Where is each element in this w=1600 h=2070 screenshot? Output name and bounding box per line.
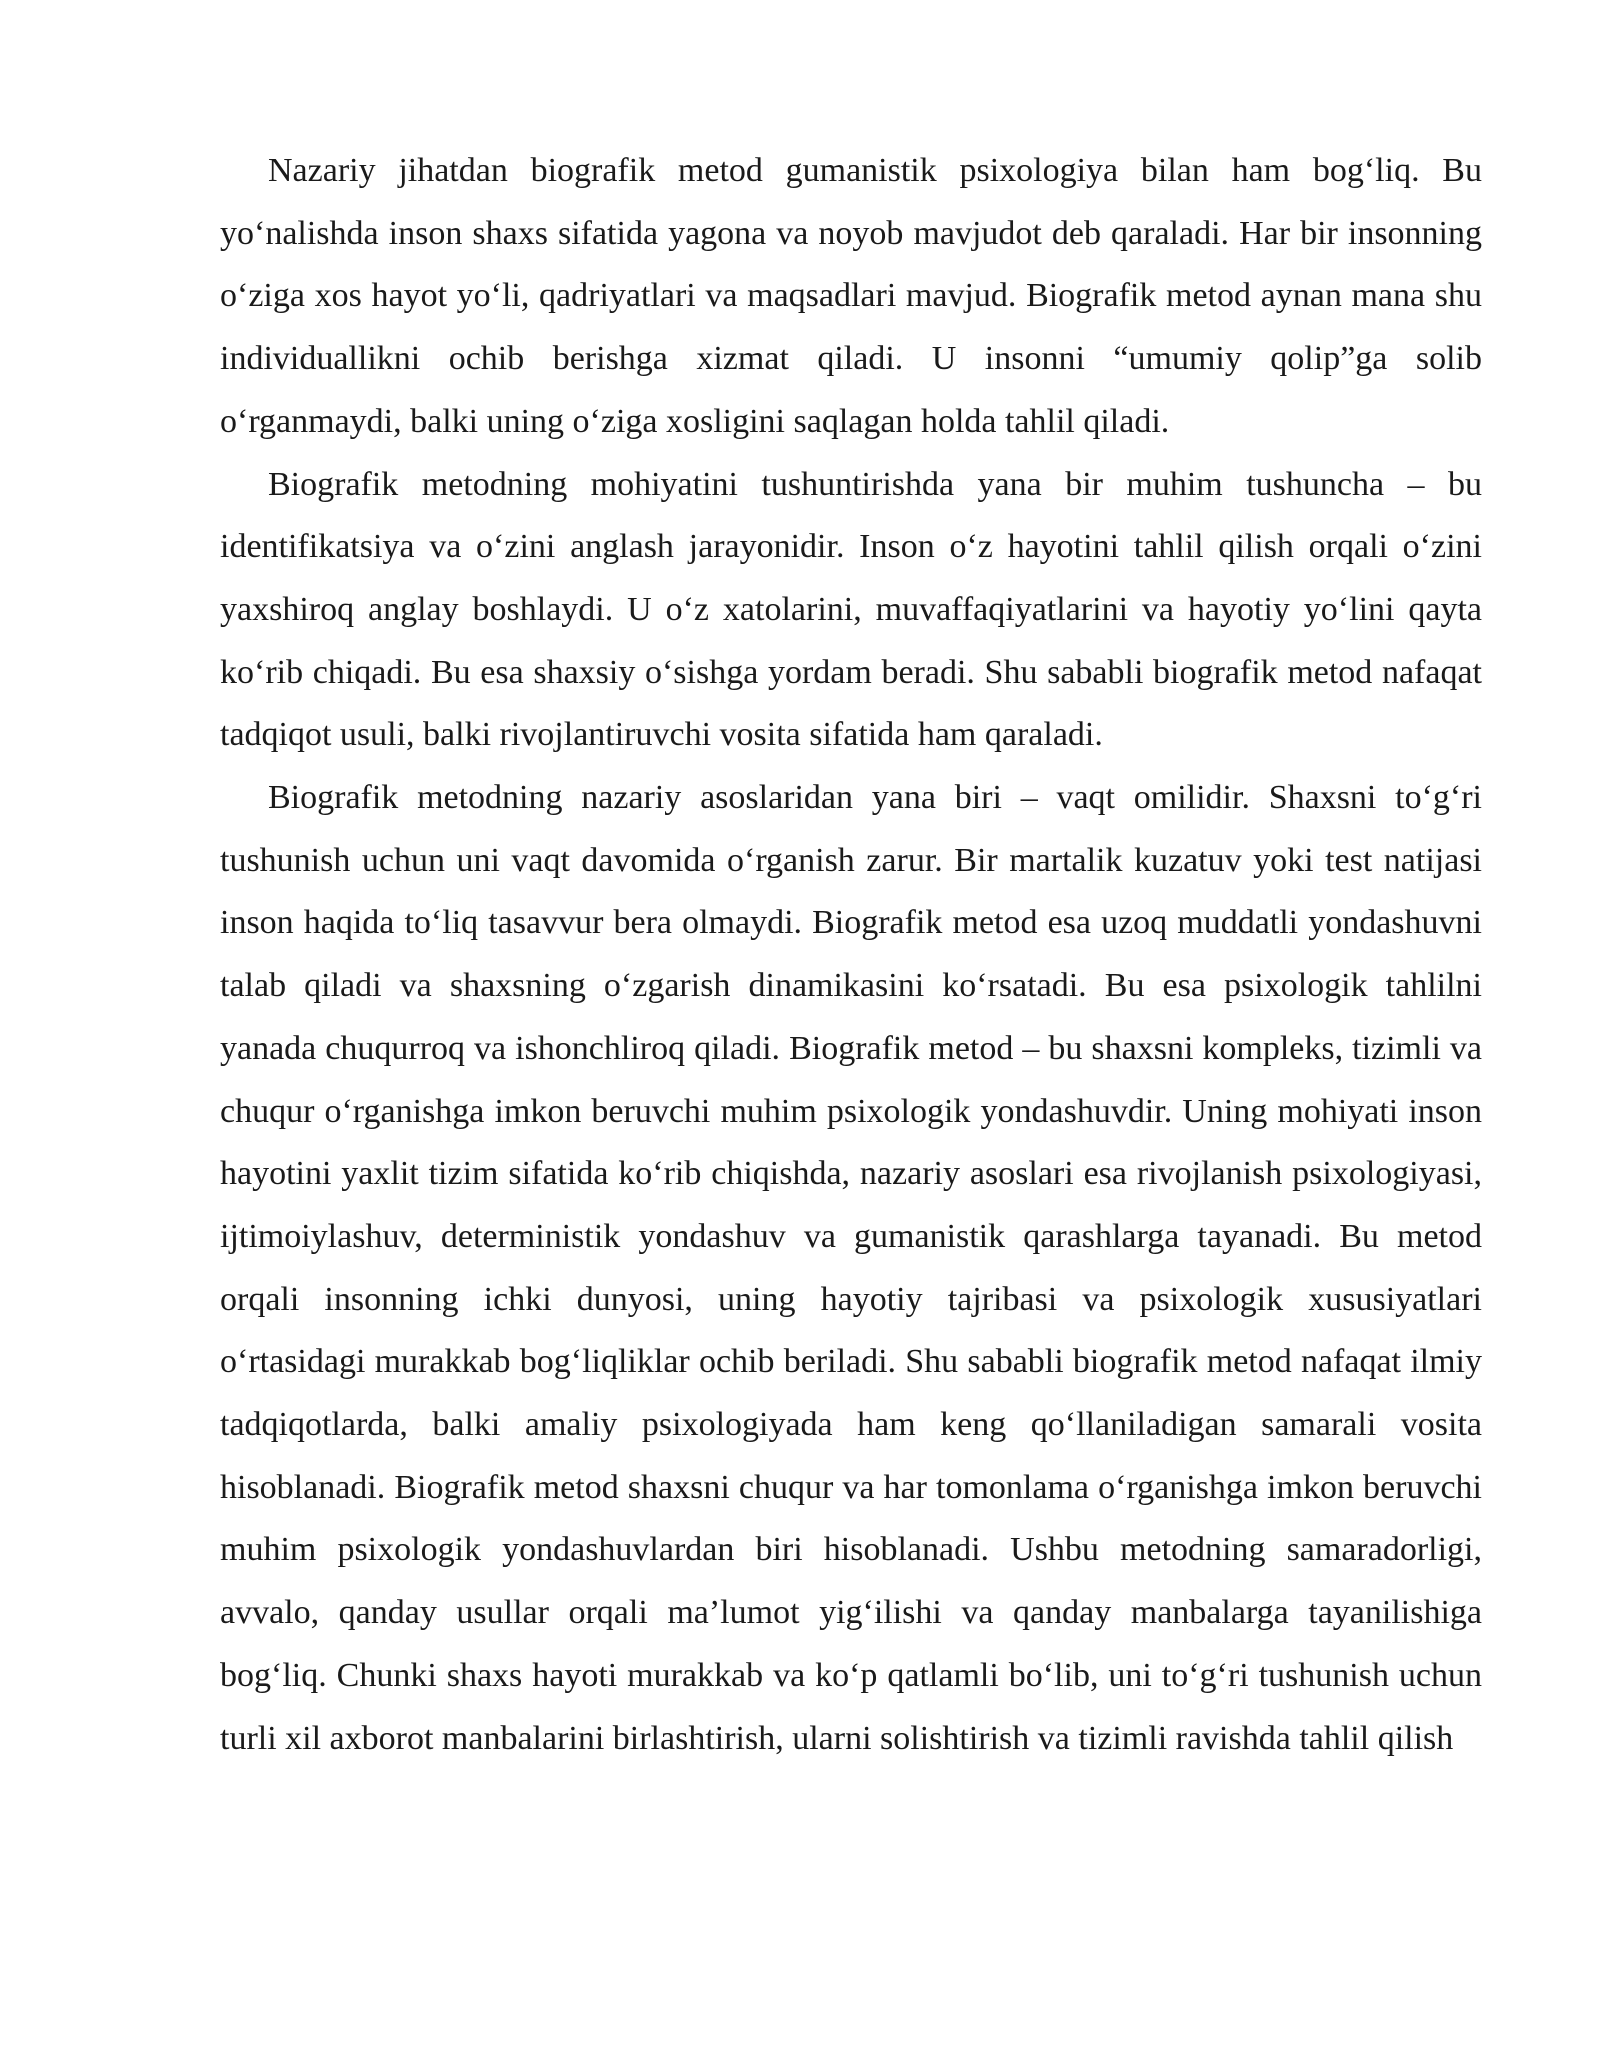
paragraph-humanistic-psychology: Nazariy jihatdan biografik metod gumanistik psixologiya bilan ham bog‘liq. Bu yo‘nalishda inson shaxs sifatida yagona va noyob mavjudot deb qaraladi. Har bir insonning o‘ziga xos hayot yo‘li, qadriyatlari va maqsadlari mavjud. Biografik metod aynan mana shu individuallikni ochib berishga xizmat qiladi. U insonni “umumiy qolip”ga solib o‘rganmaydi, balki uning o‘ziga xosligini saqlagan holda tahlil qiladi. (220, 152, 1482, 440)
document-page (220, 140, 1482, 1770)
paragraph-self-awareness: Biografik metodning mohiyatini tushuntirishda yana bir muhim tushuncha – bu identifikatsiya va o‘zini anglash jarayonidir. Inson o‘z hayotini tahlil qilish orqali o‘zini yaxshiroq anglay boshlaydi. U o‘z xatolarini, muvaffaqiyatlarini va hayotiy yo‘lini qayta ko‘rib chiqadi. Bu esa shaxsiy o‘sishga yordam beradi. Shu sababli biografik metod nafaqat tadqiqot usuli, balki rivojlantiruvchi vosita sifatida ham qaraladi. (220, 465, 1482, 754)
paragraph-time-factor: Biografik metodning nazariy asoslaridan yana biri – vaqt omilidir. Shaxsni to‘g‘ri tushunish uchun uni vaqt davomida o‘rganish zarur. Bir martalik kuzatuv yoki test natijasi inson haqida to‘liq tasavvur bera olmaydi. Biografik metod esa uzoq muddatli yondashuvni talab qiladi va shaxsning o‘zgarish dinamikasini ko‘rsatadi. Bu esa psixologik tahlilni yanada chuqurroq va ishonchliroq qiladi. Biografik metod – bu shaxsni kompleks, tizimli va chuqur o‘rganishga imkon beruvchi muhim psixologik yondashuvdir. Uning mohiyati inson hayotini yaxlit tizim sifatida ko‘rib chiqishda, nazariy asoslari esa rivojlanish psixologiyasi, ijtimoiylashuv, deterministik yondashuv va gumanistik qarashlarga tayanadi. Bu metod orqali insonning ichki dunyosi, uning hayotiy tajribasi va psixologik xususiyatlari o‘rtasidagi murakkab bog‘liqliklar ochib beriladi. Shu sababli biografik metod nafaqat ilmiy tadqiqotlarda, balki amaliy psixologiyada ham keng qo‘llaniladigan samarali vosita hisoblanadi. Biografik metod shaxsni chuqur va har tomonlama o‘rganishga imkon beruvchi muhim psixologik yondashuvlardan biri hisoblanadi. Ushbu metodning samaradorligi, avvalo, qanday usullar orqali ma’lumot yig‘ilishi va qanday manbalarga tayanilishiga bog‘liq. Chunki shaxs hayoti murakkab va ko‘p qatlamli bo‘lib, uni to‘g‘ri tushunish uchun turli xil axborot manbalarini birlashtirish, ularni solishtirish va tizimli ravishda tahlil qilish (220, 779, 1482, 1757)
